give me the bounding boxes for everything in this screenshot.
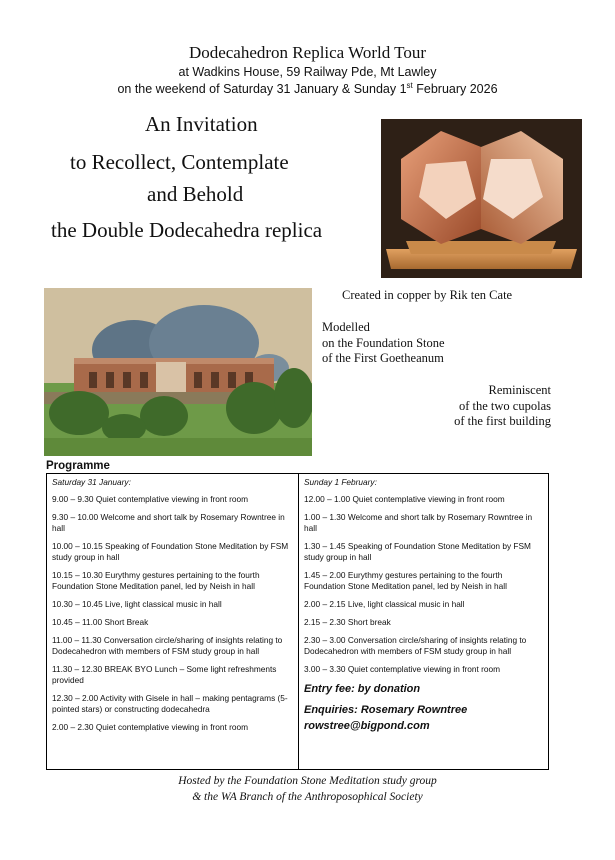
hosted-line-1: Hosted by the Foundation Stone Meditation study group: [178, 775, 437, 787]
schedule-item: 1.30 – 1.45 Speaking of Foundation Stone Meditation by FSM study group in hall: [304, 541, 531, 562]
schedule-item: 10.15 – 10.30 Eurythmy gestures pertaining to the fourth Foundation Stone Meditation panel, led by Neish in hall: [52, 570, 260, 591]
invitation-line-2: to Recollect, Contemplate: [70, 150, 289, 174]
schedule-item: 2.15 – 2.30 Short break: [304, 617, 391, 627]
programme-table: [46, 473, 549, 770]
schedule-item: 1.45 – 2.00 Eurythmy gestures pertaining to the fourth Foundation Stone Meditation panel, led by Neish in hall: [304, 570, 507, 591]
entry-fee: Entry fee: by donation: [304, 683, 421, 695]
venue-line: at Wadkins House, 59 Railway Pde, Mt Lawley: [178, 65, 437, 79]
invitation-line-3: and Behold: [147, 182, 244, 206]
schedule-item: 2.00 – 2.30 Quiet contemplative viewing in front room: [52, 722, 249, 732]
programme-heading: Programme: [46, 460, 110, 472]
invitation-line-1: An Invitation: [145, 112, 258, 136]
schedule-item: 9.00 – 9.30 Quiet contemplative viewing in front room: [52, 494, 249, 504]
schedule-item: 10.00 – 10.15 Speaking of Foundation Stone Meditation by FSM study group in hall: [52, 541, 289, 562]
sunday-heading: Sunday 1 February:: [304, 477, 377, 487]
schedule-item: 11.00 – 11.30 Conversation circle/sharing of insights relating to Dodecahedron with members of FSM study group in hall: [52, 635, 283, 656]
schedule-item: 12.00 – 1.00 Quiet contemplative viewing in front room: [304, 494, 505, 504]
saturday-column: [52, 477, 292, 740]
caption-modelled: [322, 320, 445, 367]
caption-reminiscent-line: of the first building: [454, 414, 551, 428]
caption-reminiscent-line: of the two cupolas: [459, 398, 551, 413]
enquiries: Enquiries: Rosemary Rowntree: [304, 704, 468, 716]
weekend-text: on the weekend of Saturday 31 January & Sunday 1: [117, 82, 407, 97]
dodecahedra-illustration: [381, 119, 582, 278]
invitation-line-4: the Double Dodecahedra replica: [51, 218, 323, 242]
schedule-item: 2.00 – 2.15 Live, light classical music in hall: [304, 599, 465, 609]
tour-title: Dodecahedron Replica World Tour: [188, 43, 427, 62]
caption-modelled-line: Modelled: [322, 320, 370, 334]
schedule-item: 12.30 – 2.00 Activity with Gisele in hall – making pentagrams (5-pointed stars) or constructing dodecahedra: [52, 693, 288, 714]
hosted-line-2: & the WA Branch of the Anthroposophical Society: [192, 791, 423, 803]
caption-modelled-line: on the Foundation Stone: [322, 335, 445, 350]
sunday-column: [304, 477, 544, 734]
weekend-text-end: February 2026: [412, 82, 498, 97]
schedule-item: 3.00 – 3.30 Quiet contemplative viewing in front room: [304, 664, 501, 674]
caption-reminiscent-line: Reminiscent: [488, 383, 551, 397]
goetheanum-illustration: [44, 288, 312, 456]
contact-email: rowstree@bigpond.com: [304, 720, 430, 732]
column-divider: [298, 474, 299, 769]
caption-modelled-line: of the First Goetheanum: [322, 351, 444, 365]
schedule-item: 2.30 – 3.00 Conversation circle/sharing of insights relating to Dodecahedron with members of FSM study group in hall: [304, 635, 527, 656]
goetheanum-photo: [44, 288, 312, 456]
caption-created: Created in copper by Rik ten Cate: [342, 288, 513, 302]
dodecahedra-photo: [381, 119, 582, 278]
schedule-item: 9.30 – 10.00 Welcome and short talk by Rosemary Rowntree in hall: [52, 512, 285, 533]
weekend-line: [0, 81, 615, 96]
schedule-item: 1.00 – 1.30 Welcome and short talk by Rosemary Rowntree in hall: [304, 512, 533, 533]
weekend-sup: st: [406, 81, 413, 90]
schedule-item: 10.45 – 11.00 Short Break: [52, 617, 149, 627]
saturday-heading: Saturday 31 January:: [52, 477, 131, 487]
schedule-item: 11.30 – 12.30 BREAK BYO Lunch – Some light refreshments provided: [52, 664, 277, 685]
caption-reminiscent: [454, 383, 551, 430]
schedule-item: 10.30 – 10.45 Live, light classical music in hall: [52, 599, 222, 609]
